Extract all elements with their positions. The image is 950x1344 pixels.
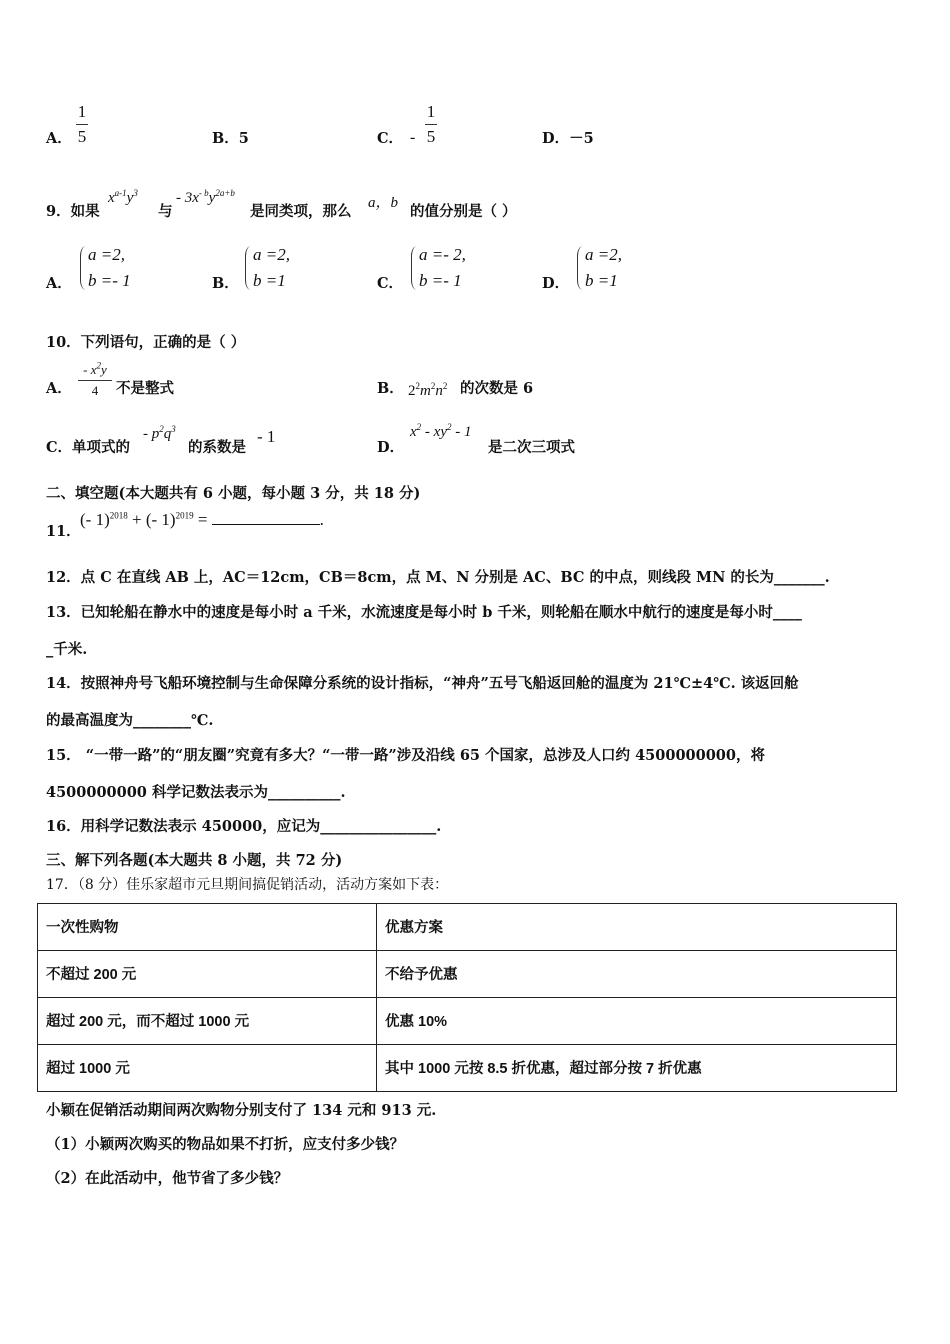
q10-option-d-label: D． <box>377 439 405 456</box>
table-cell: 优惠 10% <box>377 998 897 1045</box>
q15-line2: 4500000000 科学记数法表示为__________. <box>46 784 346 801</box>
q9-option-d-system <box>585 242 622 294</box>
expr-exponent: - b <box>198 188 209 198</box>
table-cell: 不超过 200 元 <box>38 951 377 998</box>
q8-option-c-fraction <box>425 103 437 146</box>
q8-option-b: B．5 <box>212 130 249 147</box>
brace-icon <box>577 246 584 290</box>
q17-after-text: 小颖在促销活动期间两次购物分别支付了 134 元和 913 元. <box>46 1102 437 1119</box>
system-line: a =2, <box>88 245 125 264</box>
table-header-cell: 优惠方案 <box>377 904 897 951</box>
system-line: b =- 1 <box>88 271 131 290</box>
system-line: b =1 <box>585 271 618 290</box>
expr-exponent: 3 <box>133 188 138 198</box>
expr-base: x <box>410 424 417 440</box>
q9-suffix: 的值分别是（ ） <box>410 203 517 220</box>
expr-base: n <box>435 383 443 399</box>
q9-mid-text: 是同类项，那么 <box>250 203 352 220</box>
q9-expr1 <box>108 190 138 207</box>
expr-base: x <box>108 190 115 206</box>
table-cell: 不给予优惠 <box>377 951 897 998</box>
expr-base: y <box>101 362 107 377</box>
table-row <box>38 998 897 1045</box>
expr-exponent: 2 <box>96 360 102 371</box>
expr-base: 2 <box>408 383 416 399</box>
expr-exponent: a-1 <box>114 188 127 198</box>
q8-option-d: D．－5 <box>542 130 594 147</box>
q17-sub1: （1）小颖两次购买的物品如果不打折，应支付多少钱？ <box>46 1136 405 1153</box>
q15-line1: 15． “一带一路”的“朋友圈”究竟有多大？“一带一路”涉及沿线 65 个国家，总涉及人口约 4500000000，将 <box>46 747 765 764</box>
q9-option-c-system <box>419 242 466 294</box>
fraction-denominator: 5 <box>426 127 436 146</box>
discount-table <box>37 903 897 1092</box>
q9-option-a-system <box>88 242 131 294</box>
system-line: a =2, <box>585 245 622 264</box>
q9-option-a-label: A． <box>46 275 72 292</box>
expr-exponent: 2018 <box>109 510 128 521</box>
expr-base: - 3x <box>176 190 199 206</box>
brace-icon <box>80 246 87 290</box>
table-row <box>38 951 897 998</box>
expr-base: q <box>163 426 172 442</box>
q9-stem-prefix: 9．如果 <box>46 203 100 220</box>
expr-base: - 1 <box>451 424 472 440</box>
q10-option-a-label: A． <box>46 380 72 397</box>
system-line: b =- 1 <box>419 271 462 290</box>
table-header-row <box>38 904 897 951</box>
q10-option-c-value: - 1 <box>257 427 276 446</box>
expr-exponent: 2a+b <box>215 188 235 198</box>
system-line: a =2, <box>253 245 290 264</box>
expr-exponent: 2 <box>416 422 422 432</box>
expr-exponent: 2 <box>159 424 164 434</box>
expr-operator: + <box>127 510 146 529</box>
q13-line2: _千米. <box>46 641 88 658</box>
q12-text: 12．点 C 在直线 AB 上，AC＝12cm，CB＝8cm，点 M、N 分别是 AC、BC 的中点，则线段 MN 的长为_______. <box>46 569 830 586</box>
expr-exponent: 2 <box>446 422 452 432</box>
q10-option-a-text: 不是整式 <box>116 380 174 397</box>
q8-option-c-sign: - <box>410 129 416 146</box>
q8-option-a-fraction <box>76 103 88 146</box>
q10-option-c-expr <box>143 426 176 443</box>
expr-base: - x <box>83 362 97 377</box>
fraction-numerator: 1 <box>77 102 87 121</box>
expr-exponent: 2 <box>415 381 420 391</box>
answer-blank <box>212 524 320 525</box>
q10-option-b-text: 的次数是 6 <box>460 380 534 397</box>
q9-vars: a，b <box>368 195 399 211</box>
q9-option-b-label: B． <box>212 275 239 292</box>
section-3-heading: 三、解下列各题(本大题共 8 小题，共 72 分) <box>46 852 343 869</box>
table-header-cell: 一次性购物 <box>38 904 377 951</box>
q16-text: 16．用科学记数法表示 450000，应记为________________. <box>46 818 442 835</box>
q10-option-d-expr <box>410 424 471 441</box>
fraction-denominator: 5 <box>77 127 87 146</box>
fraction-denominator: 4 <box>91 383 99 398</box>
q10-stem: 10．下列语句，正确的是（ ） <box>46 334 246 351</box>
q10-option-c-label: C．单项式的 <box>46 439 131 456</box>
q10-option-b-label: B． <box>377 380 404 397</box>
q8-option-c-label: C． <box>377 130 404 147</box>
expr-base: y <box>208 190 216 206</box>
expr-exponent: 2019 <box>175 510 194 521</box>
q17-stem: 17．（8 分）佳乐家超市元旦期间搞促销活动，活动方案如下表： <box>46 877 449 893</box>
table-row <box>38 1045 897 1092</box>
section-2-heading: 二、填空题(本大题共有 6 小题，每小题 3 分，共 18 分) <box>46 485 421 502</box>
expr-end: . <box>319 510 324 529</box>
q10-option-a-fraction <box>78 360 112 398</box>
expr-exponent: 2 <box>442 381 448 391</box>
q9-with: 与 <box>158 203 173 220</box>
table-cell: 其中 1000 元按 8.5 折优惠，超过部分按 7 折优惠 <box>377 1045 897 1092</box>
expr-operator: = <box>193 510 212 529</box>
expr-base: m <box>420 383 431 399</box>
expr-base: - xy <box>421 424 447 440</box>
expr-base: y <box>126 190 134 206</box>
expr-exponent: 2 <box>430 381 436 391</box>
system-line: b =1 <box>253 271 286 290</box>
q13-line1: 13．已知轮船在静水中的速度是每小时 a 千米，水流速度是每小时 b 千米，则轮船在顺水中航行的速度是每小时____ <box>46 604 802 621</box>
q11-expression <box>80 510 324 530</box>
table-cell: 超过 200 元，而不超过 1000 元 <box>38 998 377 1045</box>
q17-sub2: （2）在此活动中，他节省了多少钱？ <box>46 1170 289 1187</box>
brace-icon <box>411 246 418 290</box>
q14-line2: 的最高温度为________℃. <box>46 712 214 729</box>
q9-option-c-label: C． <box>377 275 404 292</box>
fraction-numerator: 1 <box>426 102 436 121</box>
expr-exponent: 3 <box>171 424 176 434</box>
expr-base: (- 1) <box>145 510 176 529</box>
q10-option-d-text: 是二次三项式 <box>488 439 575 456</box>
expr-base: - p <box>143 426 160 442</box>
q9-option-b-system <box>253 242 290 294</box>
q9-option-d-label: D． <box>542 275 570 292</box>
brace-icon <box>245 246 252 290</box>
q11-label: 11． <box>46 523 81 540</box>
q9-expr2 <box>176 190 235 207</box>
q10-option-b-expr <box>408 383 447 400</box>
q8-option-a-label: A． <box>46 130 72 147</box>
q10-option-c-mid: 的系数是 <box>188 439 246 456</box>
q14-line1: 14．按照神舟号飞船环境控制与生命保障分系统的设计指标，“神舟”五号飞船返回舱的温度为 21℃±4℃. 该返回舱 <box>46 675 799 692</box>
system-line: a =- 2, <box>419 245 466 264</box>
table-cell: 超过 1000 元 <box>38 1045 377 1092</box>
expr-base: (- 1) <box>80 510 110 529</box>
